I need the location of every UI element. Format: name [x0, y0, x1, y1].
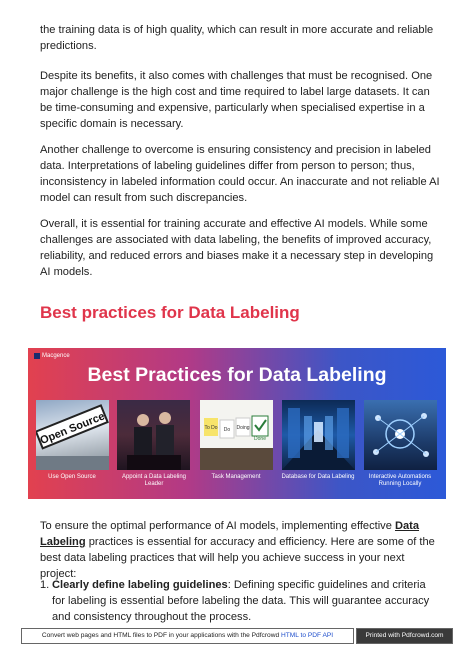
- paragraph-overall: Overall, it is essential for training accurate and effective AI models. While some challenges are associated with data labeling, the benefits of improved accuracy, reliability, and reduced errors and biases make it a necessary step in developing AI models.: [40, 218, 434, 278]
- database-tile: [282, 400, 355, 470]
- list-number: 1.: [40, 579, 50, 591]
- macgence-logo: [34, 353, 70, 359]
- open-source-sign-icon: [36, 400, 109, 470]
- banner-title: Best Practices for Data Labeling: [87, 364, 387, 386]
- section-heading: Best practices for Data Labeling: [40, 303, 300, 322]
- intro-text-after: practices is essential for accuracy and efficiency. Here are some of the best data labeling practices that will help you achieve success in your next project:: [40, 536, 435, 580]
- printed-with-badge[interactable]: Printed with Pdfcrowd.com: [356, 628, 453, 644]
- html-to-pdf-api-link[interactable]: HTML to PDF API: [280, 632, 334, 639]
- paragraph-intro: [40, 518, 440, 582]
- intro-text-before: To ensure the optimal performance of AI models, implementing effective: [40, 520, 395, 532]
- logo-text: Macgence: [42, 353, 70, 359]
- people-on-stage-icon: [117, 400, 190, 470]
- tile-label-open-source: Use Open Source: [48, 474, 96, 480]
- tile-label-automation: Interactive Automations Running Locally: [368, 474, 432, 487]
- task-board-icon: [200, 400, 273, 470]
- list-item: [40, 577, 440, 625]
- list-item-text: : Defining specific guidelines and criteria for labeling is essential before labeling the data. This will guarantee accuracy and consistency throughout the process.: [52, 579, 430, 623]
- pdfcrowd-footer: [21, 628, 354, 644]
- automation-tile: [364, 400, 437, 470]
- tile-label-task: Task Management: [211, 474, 261, 480]
- best-practices-banner-image: [28, 348, 446, 499]
- automation-network-icon: [364, 400, 437, 470]
- card-todo: To Do: [204, 425, 218, 431]
- paragraph-continuation: the training data is of high quality, which can result in more accurate and reliable predictions.: [40, 24, 434, 52]
- leader-tile: [117, 400, 190, 470]
- tile-label-database: Database for Data Labeling: [281, 474, 355, 480]
- sign-text: Open Source: [38, 410, 107, 448]
- server-room-icon: [282, 400, 355, 470]
- list-item-body: [40, 577, 440, 625]
- open-source-tile: [36, 400, 109, 470]
- data-labeling-link[interactable]: Data Labeling: [40, 520, 420, 548]
- card-doing: Doing: [236, 425, 250, 431]
- paragraph-challenges: Despite its benefits, it also comes with challenges that must be recognised. One major challenge is the high cost and time required to label large datasets. It can be time-consuming and expensive, particularly when specialised expertise in a specific domain is necessary.: [40, 70, 433, 130]
- card-done: Done: [254, 436, 266, 442]
- paragraph-consistency: Another challenge to overcome is ensuring consistency and precision in labeled data. Interpretations of labeling guidelines differ from person to person; thus, inconsistency in labeled information could occur. An inaccurate and not reliable AI model can result from such discrepancies.: [40, 144, 440, 204]
- logo-icon: [34, 353, 40, 359]
- footer-text: Convert web pages and HTML files to PDF in your applications with the Pdfcrowd: [41, 632, 281, 639]
- card-do: Do: [223, 427, 231, 433]
- list-item-title: Clearly define labeling guidelines: [52, 579, 228, 591]
- tile-label-leader: Appoint a Data Labeling Leader: [121, 474, 187, 487]
- task-management-tile: [200, 400, 273, 470]
